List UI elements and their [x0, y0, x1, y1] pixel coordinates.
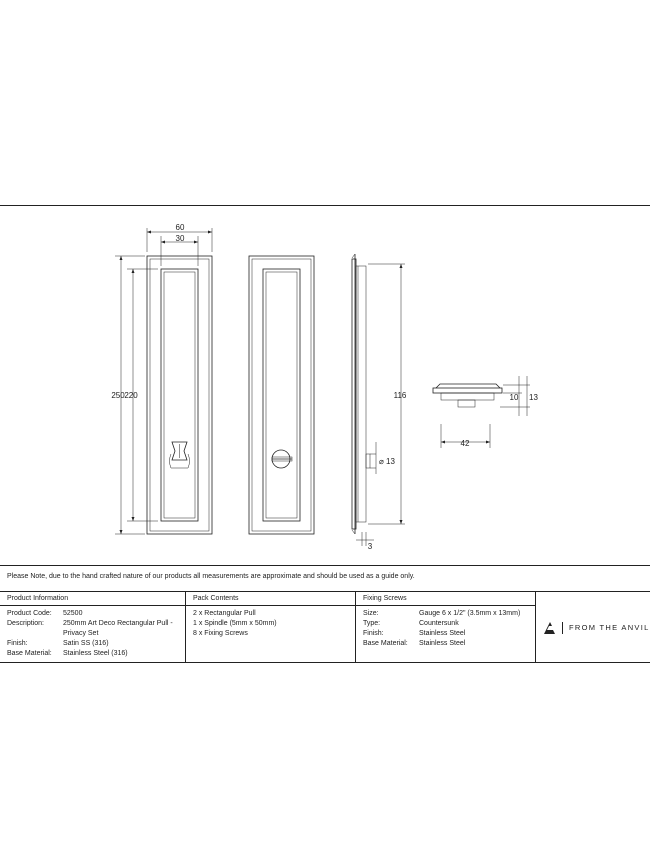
emergency-release-indicator — [272, 450, 292, 468]
dim-width-outer: 60 — [175, 223, 185, 232]
privacy-turn-knob — [170, 442, 190, 468]
spec-row: Type: Countersunk — [363, 620, 459, 627]
front-view-turn — [111, 223, 212, 534]
dim-projection: 3 — [367, 542, 373, 551]
spec-row: Privacy Set — [63, 630, 99, 637]
spec-row: Product Code: 52500 — [7, 610, 83, 617]
measurement-note: Please Note, due to the hand crafted nature of our products all measurements are approximate and should be used as a guide only. — [0, 565, 650, 591]
list-item: 8 x Fixing Screws — [193, 630, 248, 637]
dim-width-inner: 30 — [175, 234, 185, 243]
dim-diameter: ⌀ 13 — [379, 457, 395, 466]
spec-row: Description: 250mm Art Deco Rectangular Pull - — [7, 620, 173, 627]
product-information-section — [0, 592, 186, 663]
product-information-header: Product Information — [0, 592, 185, 606]
pack-contents-header: Pack Contents — [186, 592, 355, 606]
brand-name: FROM THE ANVIL — [569, 623, 650, 632]
dim-height-inner: 220 — [124, 391, 138, 400]
spec-row: Size: Gauge 6 x 1/2" (3.5mm x 13mm) — [363, 610, 521, 617]
brand-logo — [540, 592, 650, 663]
front-view-release — [249, 256, 314, 534]
dim-top-depth-13: 13 — [529, 393, 538, 402]
side-view — [352, 254, 407, 551]
spec-row: Base Material: Stainless Steel — [363, 640, 466, 647]
dim-top-depth-10: 10 — [509, 393, 519, 402]
drawing-sheet — [0, 205, 650, 663]
pack-contents-section — [186, 592, 356, 663]
list-item: 2 x Rectangular Pull — [193, 610, 256, 617]
anvil-logo-icon — [543, 621, 557, 635]
technical-drawing — [0, 206, 650, 565]
dim-height-outer: 250 — [111, 391, 125, 400]
spec-row: Finish: Satin SS (316) — [7, 640, 109, 647]
list-item: 1 x Spindle (5mm x 50mm) — [193, 620, 277, 627]
top-view — [433, 376, 538, 448]
logo-divider — [562, 622, 563, 634]
spec-table — [0, 591, 650, 663]
dim-side-height: 116 — [393, 391, 407, 400]
spec-row: Finish: Stainless Steel — [363, 630, 466, 637]
dim-top-width: 42 — [460, 439, 470, 448]
spec-row: Base Material: Stainless Steel (316) — [7, 650, 128, 657]
fixing-screws-header: Fixing Screws — [356, 592, 535, 606]
fixing-screws-section — [356, 592, 536, 663]
